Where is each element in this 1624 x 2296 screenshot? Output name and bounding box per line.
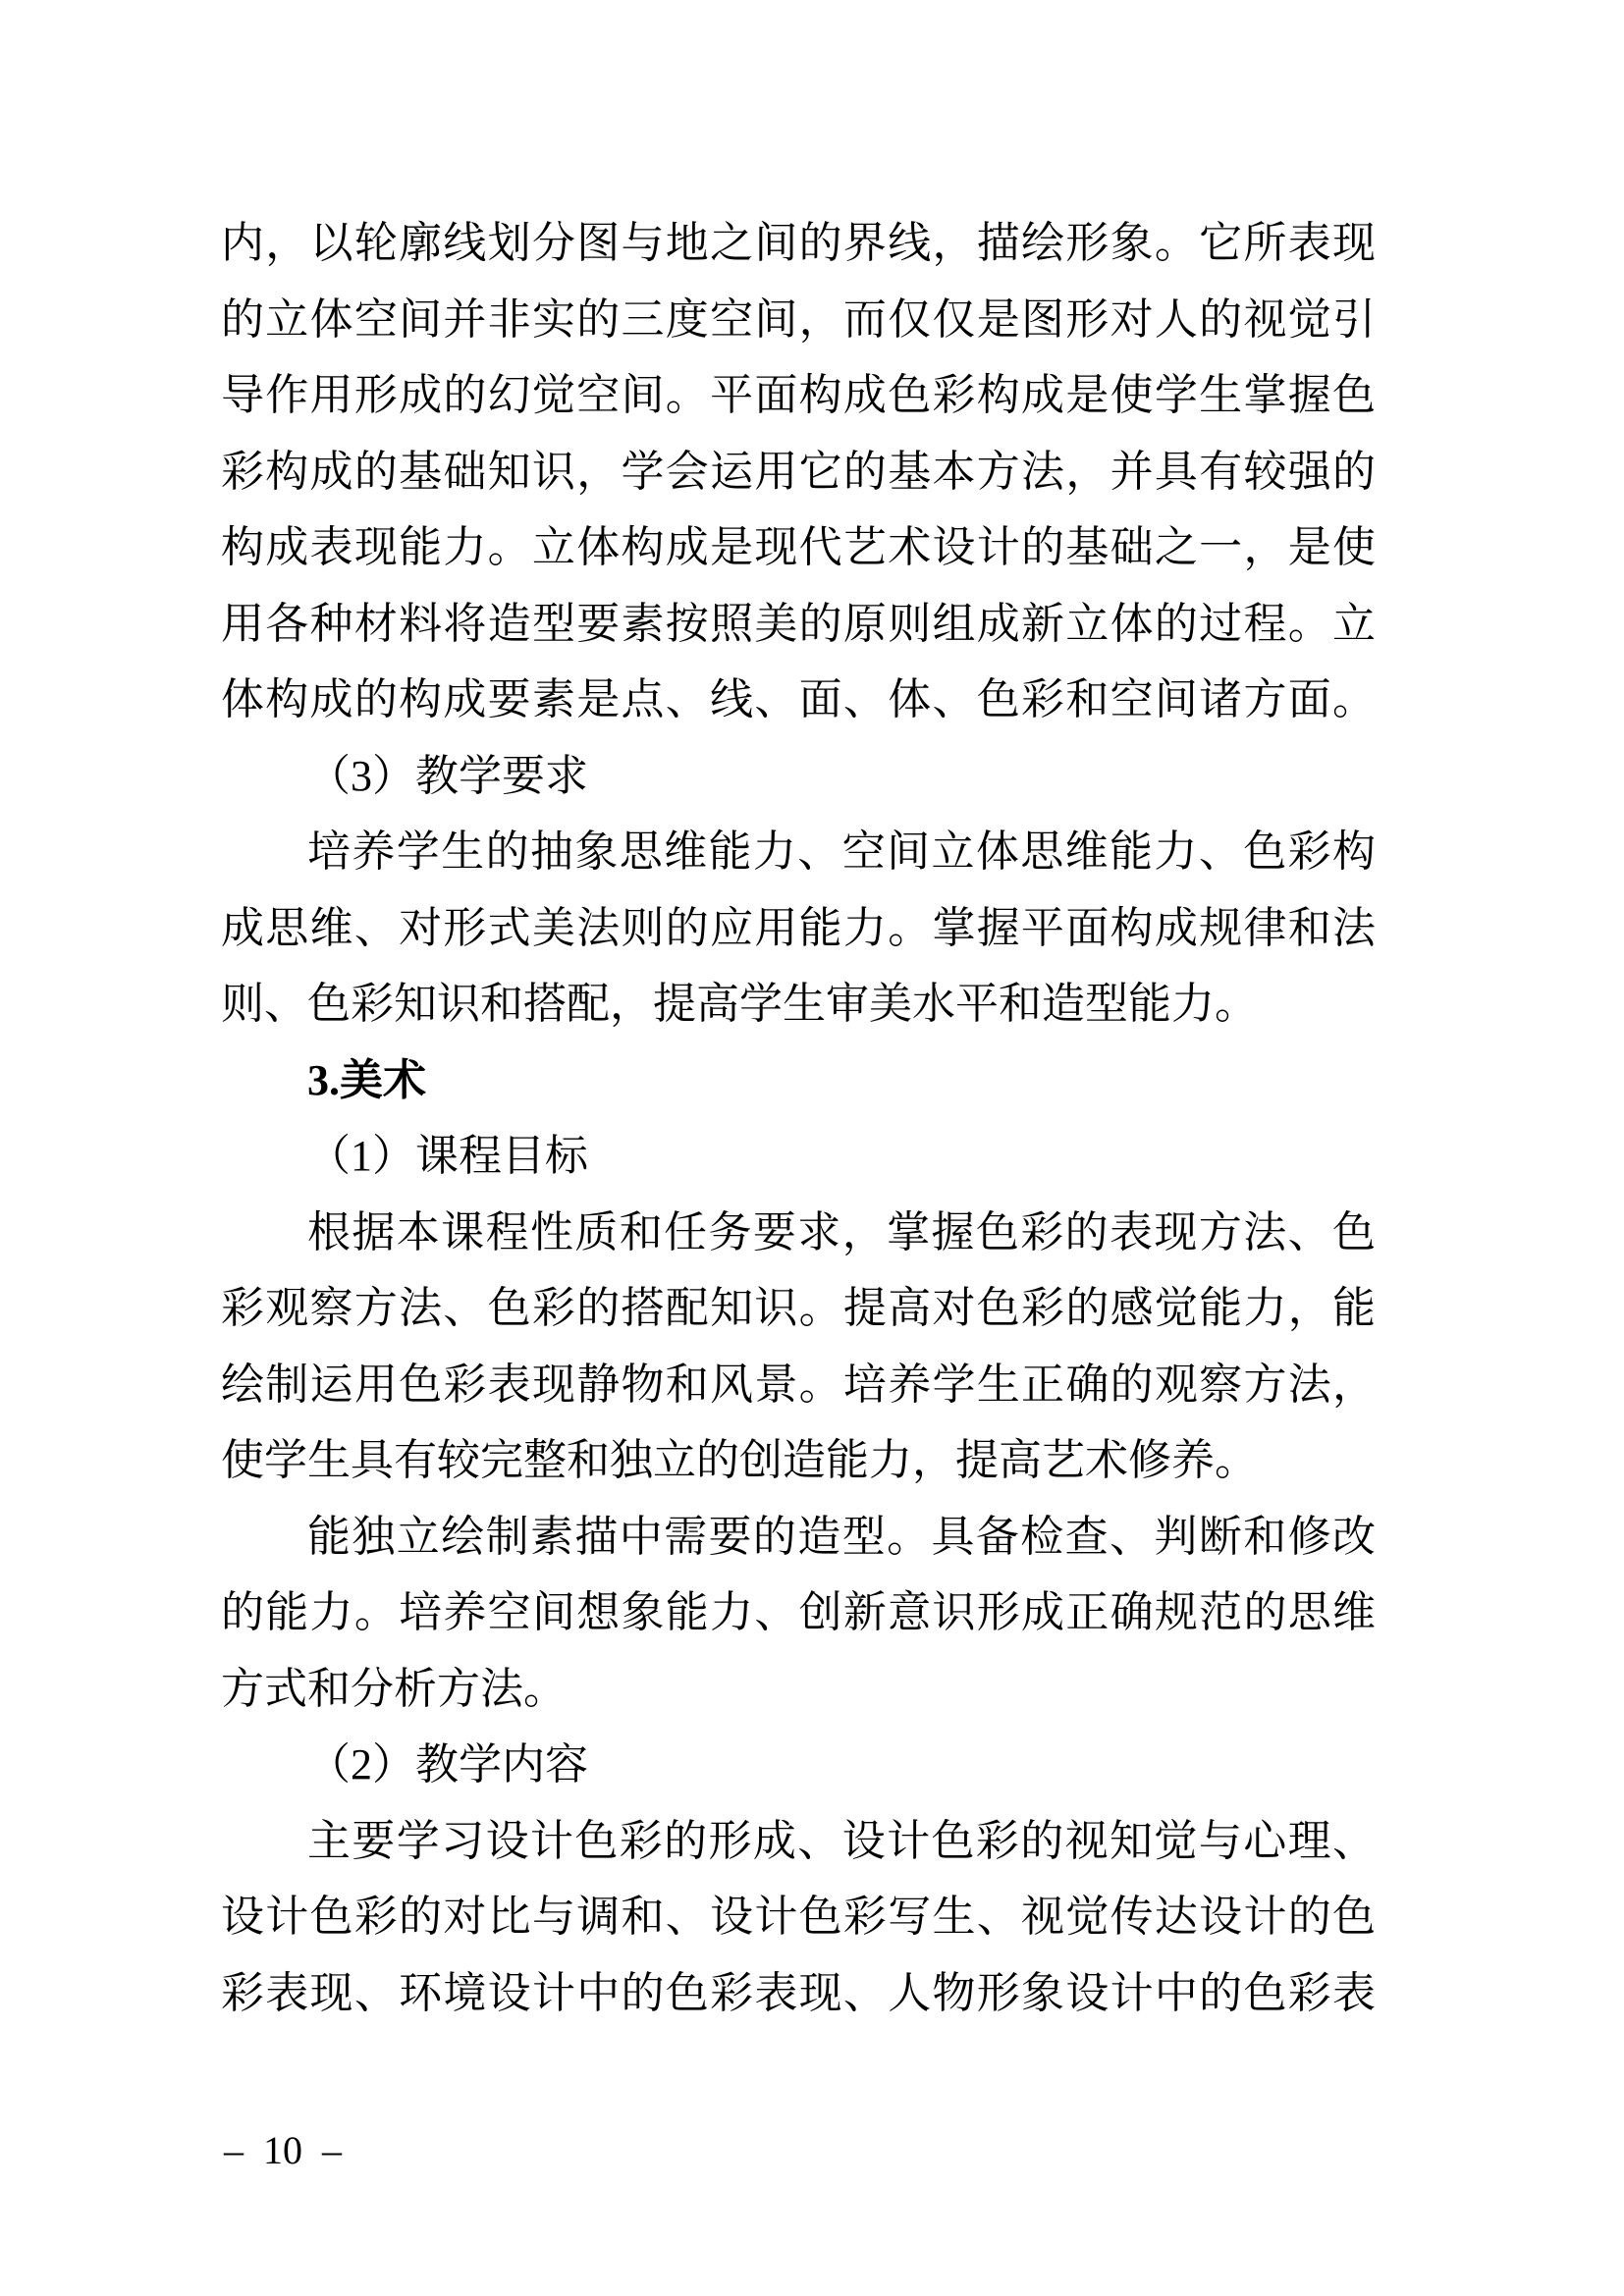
text-line: 的能力。培养空间想象能力、创新意识形成正确规范的思维 (221, 1588, 1376, 1636)
text-line: 彩表现、环境设计中的色彩表现、人物形象设计中的色彩表 (221, 1968, 1376, 2017)
text-line: 导作用形成的幻觉空间。平面构成色彩构成是使学生掌握色 (221, 371, 1376, 419)
text-line: 根据本课程性质和任务要求，掌握色彩的表现方法、色 (307, 1207, 1376, 1256)
text-line: 的立体空间并非实的三度空间，而仅仅是图形对人的视觉引 (221, 294, 1376, 344)
text-line: （3）教学要求 (307, 751, 588, 800)
text-block (221, 205, 1376, 2031)
text-line: 3.美术 (307, 1055, 426, 1104)
text-line: 方式和分析方法。 (221, 1664, 567, 1713)
text-line: 培养学生的抽象思维能力、空间立体思维能力、色彩构 (307, 828, 1376, 876)
text-line: 主要学习设计色彩的形成、设计色彩的视知觉与心理、 (307, 1816, 1376, 1865)
text-line: 用各种材料将造型要素按照美的原则组成新立体的过程。立 (221, 599, 1376, 648)
text-line: （2）教学内容 (307, 1740, 588, 1789)
text-line: 设计色彩的对比与调和、设计色彩写生、视觉传达设计的色 (221, 1893, 1376, 1941)
text-line: 彩构成的基础知识，学会运用它的基本方法，并具有较强的 (221, 447, 1376, 496)
text-line: 能独立绘制素描中需要的造型。具备检查、判断和修改 (307, 1512, 1376, 1561)
text-line: （1）课程目标 (307, 1132, 588, 1180)
text-line: 构成表现能力。立体构成是现代艺术设计的基础之一，是使 (221, 523, 1376, 571)
text-line: 体构成的构成要素是点、线、面、体、色彩和空间诸方面。 (221, 675, 1376, 723)
text-line: 绘制运用色彩表现静物和风景。培养学生正确的观察方法， (221, 1360, 1376, 1409)
text-line: 使学生具有较完整和独立的创造能力，提高艺术修养。 (221, 1436, 1258, 1484)
text-line: 则、色彩知识和搭配，提高学生审美水平和造型能力。 (221, 980, 1258, 1028)
page-number: – 10 – (224, 2128, 342, 2172)
text-line: 彩观察方法、色彩的搭配知识。提高对色彩的感觉能力，能 (221, 1284, 1376, 1332)
text-line: 成思维、对形式美法则的应用能力。掌握平面构成规律和法 (221, 903, 1376, 952)
text-line: 内，以轮廓线划分图与地之间的界线，描绘形象。它所表现 (221, 219, 1376, 267)
